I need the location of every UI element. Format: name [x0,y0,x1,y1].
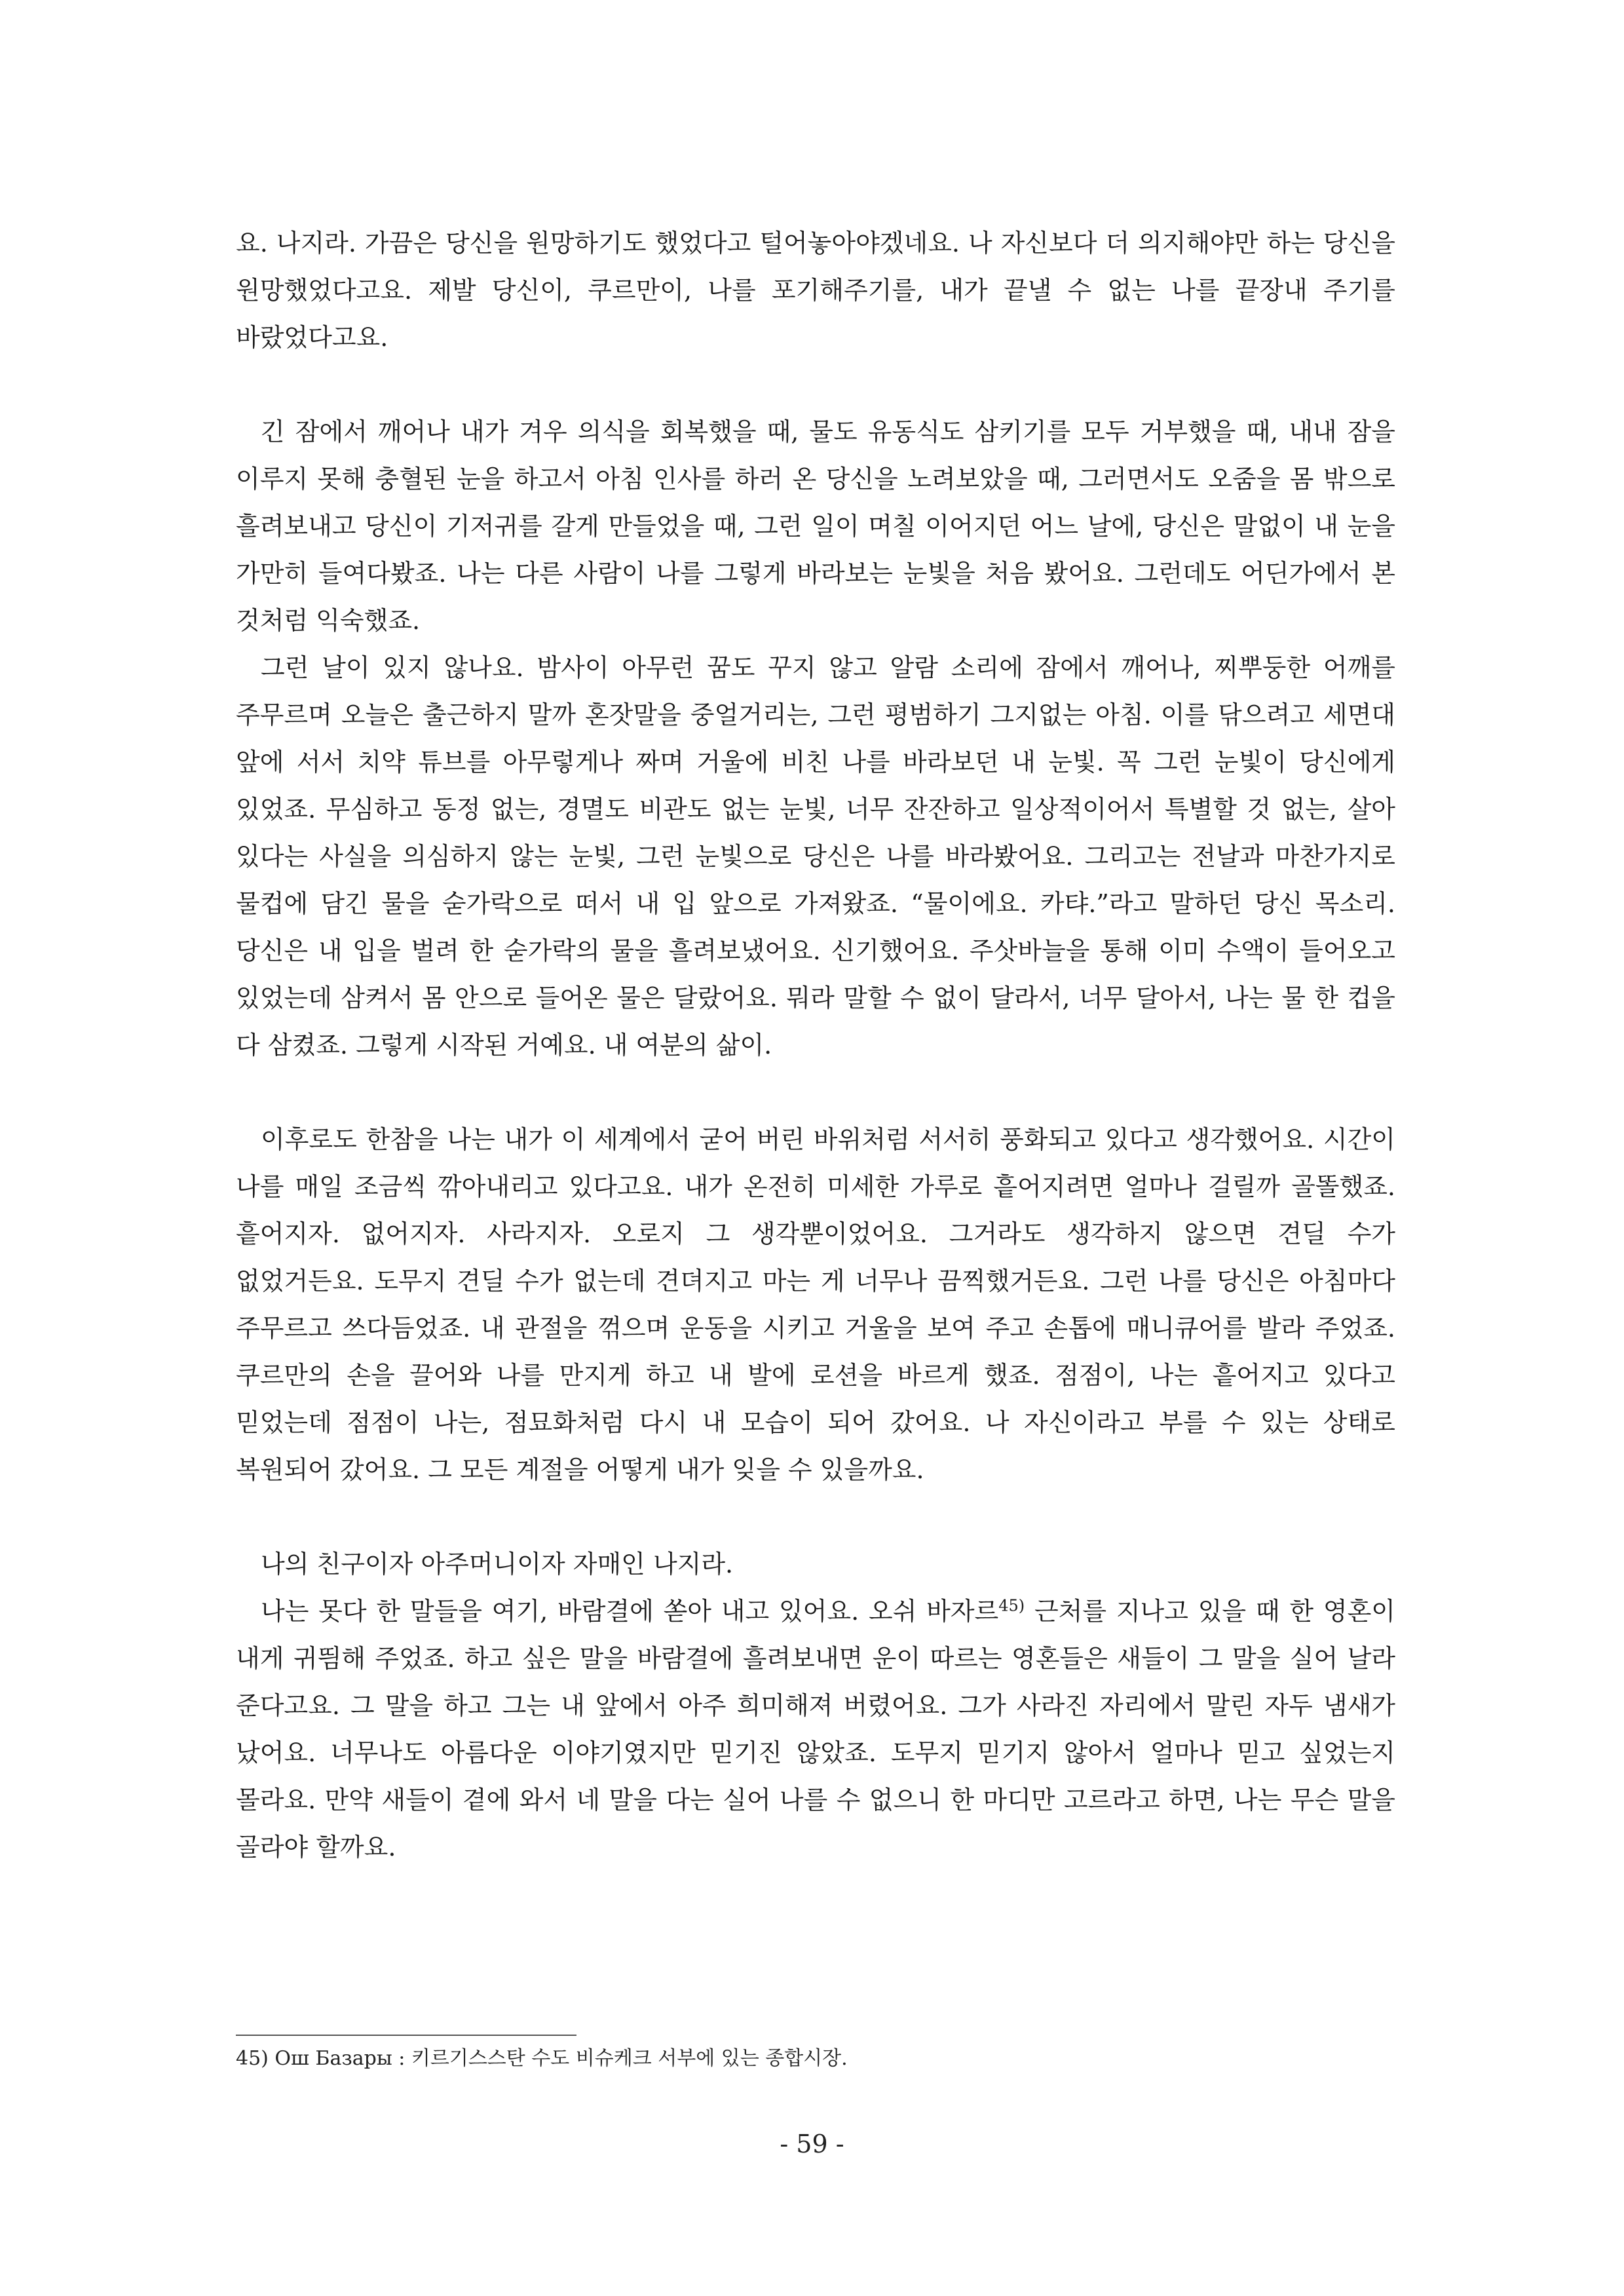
footnote-reference[interactable]: 45) [998,1596,1025,1615]
paragraph-6-rest: 근처를 지나고 있을 때 한 영혼이 내게 귀띔해 주었죠. 하고 싶은 말을 바람결에 흘려보내면 운이 따르는 영혼들은 새들이 그 말을 실어 날라 준다고요. 그 말을 하고 그는 내 앞에서 아주 희미해져 버렸어요. 그가 사라진 자리에서 말린 자두 냄새가 났어요. 너무나도 아름다운 이야기였지만 믿기진 않았죠. 도무지 믿기지 않아서 얼마나 믿고 싶었는지 몰라요. 만약 새들이 곁에 와서 네 말을 다는 실어 나를 수 없으니 한 마디만 고르라고 하면, 나는 무슨 말을 골라야 할까요. [236,1597,1395,1862]
paragraph-3: 그런 날이 있지 않나요. 밤사이 아무런 꿈도 꾸지 않고 알람 소리에 잠에서 깨어나, 찌뿌둥한 어깨를 주무르며 오늘은 출근하지 말까 혼잣말을 중얼거리는, 그런 평범하기 그지없는 아침. 이를 닦으려고 세면대 앞에 서서 치약 튜브를 아무렇게나 짜며 거울에 비친 나를 바라보던 내 눈빛. 꼭 그런 눈빛이 당신에게 있었죠. 무심하고 동정 없는, 경멸도 비관도 없는 눈빛, 너무 잔잔하고 일상적이어서 특별할 것 없는, 살아 있다는 사실을 의심하지 않는 눈빛, 그런 눈빛으로 당신은 나를 바라봤어요. 그리고는 전날과 마찬가지로 물컵에 담긴 물을 숟가락으로 떠서 내 입 앞으로 가져왔죠. “물이에요. 카탸.”라고 말하던 당신 목소리. 당신은 내 입을 벌려 한 숟가락의 물을 흘려보냈어요. 신기했어요. 주삿바늘을 통해 이미 수액이 들어오고 있었는데 삼켜서 몸 안으로 들어온 물은 달랐어요. 뭐라 말할 수 없이 달라서, 너무 달아서, 나는 물 한 컵을 다 삼켰죠. 그렇게 시작된 거예요. 내 여분의 삶이. [236,653,1395,1060]
paragraph-5: 나의 친구이자 아주머니이자 자매인 나지라. [261,1550,734,1578]
paragraph-6 [236,1588,1395,1871]
page-number: - 59 - [780,2130,844,2158]
paragraph-2: 긴 잠에서 깨어나 내가 겨우 의식을 회복했을 때, 물도 유동식도 삼키기를 모두 거부했을 때, 내내 잠을 이루지 못해 충혈된 눈을 하고서 아침 인사를 하러 온 당신을 노려보았을 때, 그러면서도 오줌을 몸 밖으로 흘려보내고 당신이 기저귀를 갈게 만들었을 때, 그런 일이 며칠 이어지던 어느 날에, 당신은 말없이 내 눈을 가만히 들여다봤죠. 나는 다른 사람이 나를 그렇게 바라보는 눈빛을 처음 봤어요. 그런데도 어딘가에서 본 것처럼 익숙했죠. [236,417,1395,635]
paragraph-gap [236,361,1395,408]
footnote: 45) Ош Базары : 키르기스스탄 수도 비슈케크 서부에 있는 종합시장. [236,2047,848,2070]
footnote-divider [236,2035,576,2036]
paragraph-gap [236,1069,1395,1116]
paragraph-4: 이후로도 한참을 나는 내가 이 세계에서 굳어 버린 바위처럼 서서히 풍화되고 있다고 생각했어요. 시간이 나를 매일 조금씩 깎아내리고 있다고요. 내가 온전히 미세한 가루로 흩어지려면 얼마나 걸릴까 골똘했죠. 흩어지자. 없어지자. 사라지자. 오로지 그 생각뿐이었어요. 그거라도 생각하지 않으면 견딜 수가 없었거든요. 도무지 견딜 수가 없는데 견뎌지고 마는 게 너무나 끔찍했거든요. 그런 나를 당신은 아침마다 주무르고 쓰다듬었죠. 내 관절을 꺾으며 운동을 시키고 거울을 보여 주고 손톱에 매니큐어를 발라 주었죠. 쿠르만의 손을 끌어와 나를 만지게 하고 내 발에 로션을 바르게 했죠. 점점이, 나는 흩어지고 있다고 믿었는데 점점이 나는, 점묘화처럼 다시 내 모습이 되어 갔어요. 나 자신이라고 부를 수 있는 상태로 복원되어 갔어요. 그 모든 계절을 어떻게 내가 잊을 수 있을까요. [236,1125,1395,1484]
document-body [236,220,1395,1871]
paragraph-6-lead: 나는 못다 한 말들을 여기, 바람결에 쏟아 내고 있어요. 오쉬 바자르 [261,1597,999,1626]
paragraph-1: 요. 나지라. 가끔은 당신을 원망하기도 했었다고 털어놓아야겠네요. 나 자신보다 더 의지해야만 하는 당신을 원망했었다고요. 제발 당신이, 쿠르만이, 나를 포기해주기를, 내가 끝낼 수 없는 나를 끝장내 주기를 바랐었다고요. [236,229,1395,352]
paragraph-gap [236,1493,1395,1540]
